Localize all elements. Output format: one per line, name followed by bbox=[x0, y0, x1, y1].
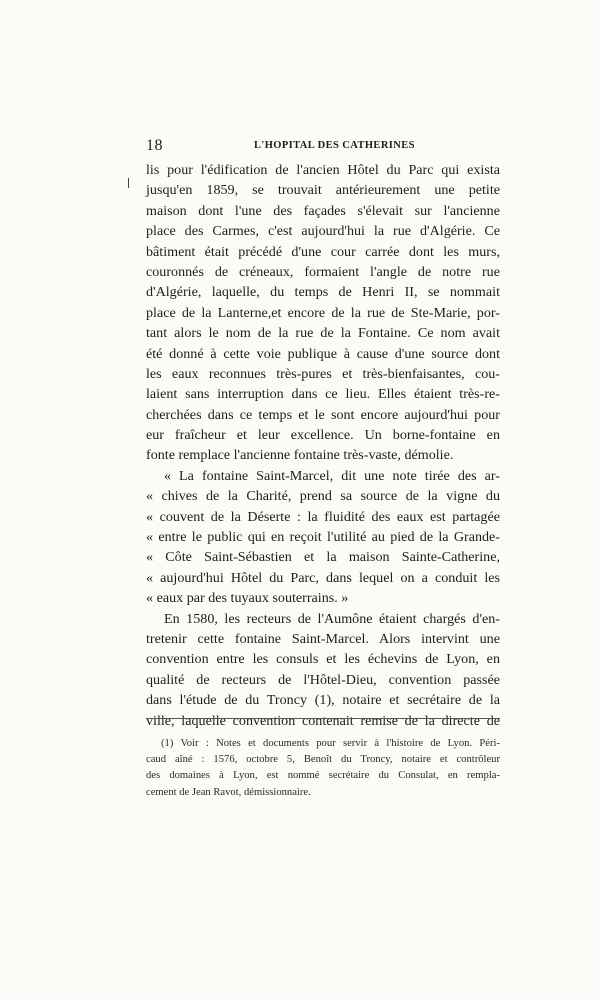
quote-line: « aujourd'hui Hôtel du Parc, dans lequel on a conduit les bbox=[146, 569, 500, 586]
quote-line: « entre le public qui en reçoit l'utilité au pied de la Grande- bbox=[146, 529, 500, 546]
quote-line: « couvent de la Déserte : la fluidité des eaux est partagée bbox=[146, 508, 500, 525]
page-header bbox=[146, 137, 500, 157]
body-line: cherchées dans ce temps et le sont encore aujourd'hui pour bbox=[146, 406, 500, 423]
body-line: eur fraîcheur et leur excellence. Un borne-fontaine en bbox=[146, 427, 500, 444]
body-line: tant alors le nom de la rue de la Fontaine. Ce nom avait bbox=[146, 325, 500, 342]
quote-line: « eaux par des tuyaux souterrains. » bbox=[146, 590, 349, 607]
footnote-rule bbox=[146, 718, 500, 719]
footnote-line: cement de Jean Ravot, démissionnaire. bbox=[146, 786, 311, 798]
footnote-line: (1) Voir : Notes et documents pour servir à l'histoire de Lyon. Péri- bbox=[161, 738, 500, 749]
body-line: place des Carmes, c'est aujourd'hui la rue d'Algérie. Ce bbox=[146, 223, 500, 240]
body-line: qualité de recteurs de l'Hôtel-Dieu, convention passée bbox=[146, 671, 500, 688]
body-line: lis pour l'édification de l'ancien Hôtel du Parc qui exista bbox=[146, 162, 500, 178]
footnote-line: des domaines à Lyon, est nommé secrétaire du Consulat, en rempla- bbox=[146, 770, 500, 782]
body-line: place de la Lanterne,et encore de la rue de Ste-Marie, por- bbox=[146, 304, 500, 321]
body-line: d'Algérie, laquelle, du temps de Henri II, se nommait bbox=[146, 284, 500, 301]
page-number: 18 bbox=[146, 137, 163, 154]
body-line: maison dont l'une des façades s'élevait sur l'ancienne bbox=[146, 202, 500, 219]
body-line: jusqu'en 1859, se trouvait antérieurement une petite bbox=[146, 182, 500, 199]
body-line: bâtiment était précédé d'une cour carrée dont les murs, bbox=[146, 243, 500, 260]
quote-line: « chives de la Charité, prend sa source de la vigne du bbox=[146, 488, 500, 505]
body-line: tretenir cette fontaine Saint-Marcel. Alors intervint une bbox=[146, 630, 500, 647]
quote-line: « Côte Saint-Sébastien et la maison Sainte-Catherine, bbox=[146, 549, 500, 566]
body-line: ville, laquelle convention contenait remise de la directe de bbox=[146, 712, 500, 729]
running-title: L'HOPITAL DES CATHERINES bbox=[254, 140, 415, 151]
body-line: fonte remplace l'ancienne fontaine très-vaste, démolie. bbox=[146, 447, 454, 464]
body-line: été donné à cette voie publique à cause d'une source dont bbox=[146, 345, 500, 362]
body-text bbox=[146, 160, 500, 731]
margin-mark bbox=[128, 178, 129, 188]
body-line: En 1580, les recteurs de l'Aumône étaient chargés d'en- bbox=[164, 610, 500, 627]
body-line: couronnés de créneaux, formaient l'angle de notre rue bbox=[146, 263, 500, 280]
body-line: les eaux reconnues très-pures et très-bienfaisantes, cou- bbox=[146, 365, 500, 382]
body-line: laient sans interruption dans ce lieu. Elles étaient très-re- bbox=[146, 386, 500, 403]
footnote-line: caud aîné : 1576, octobre 5, Benoît du Troncy, notaire et contrôleur bbox=[146, 754, 500, 766]
footnote bbox=[146, 736, 500, 801]
quote-line: « La fontaine Saint-Marcel, dit une note tirée des ar- bbox=[164, 467, 500, 484]
body-line: convention entre les consuls et les échevins de Lyon, en bbox=[146, 651, 500, 668]
body-line: dans l'étude de du Troncy (1), notaire et secrétaire de la bbox=[146, 692, 500, 709]
